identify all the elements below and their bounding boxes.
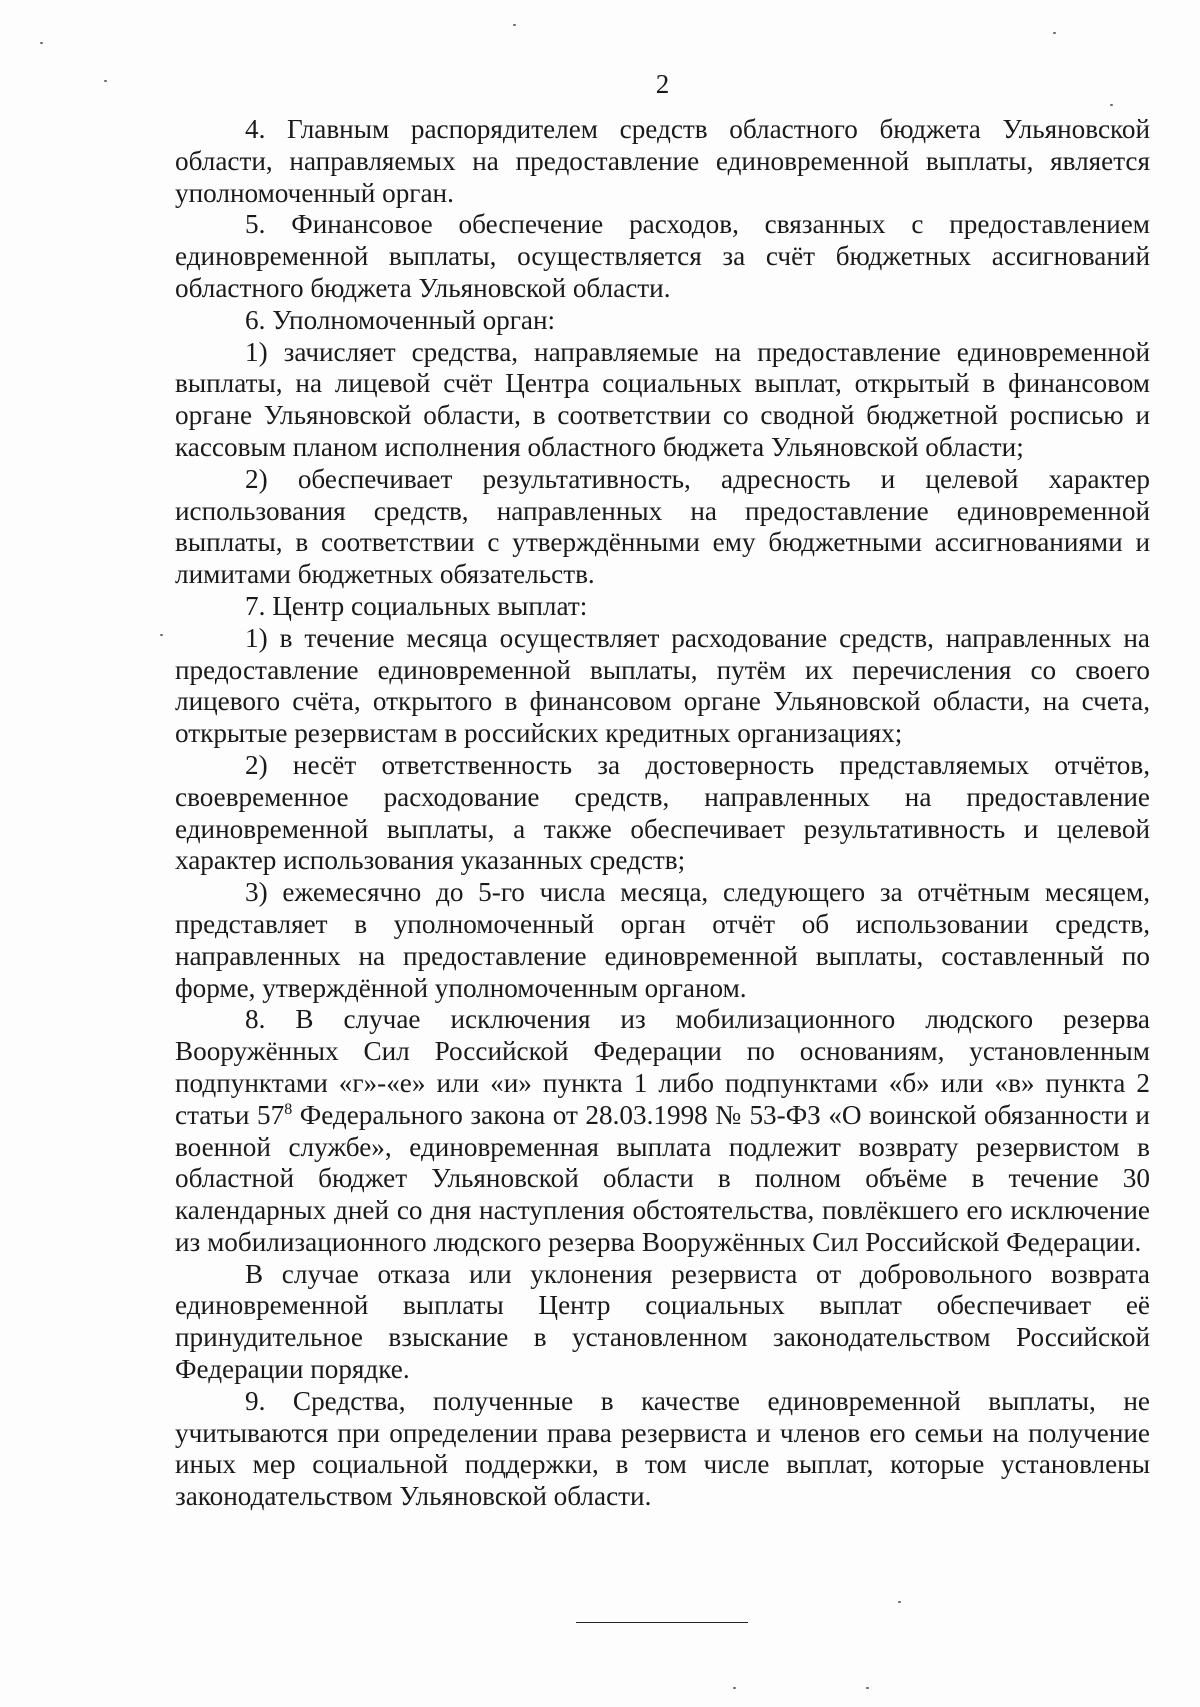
scan-speck xyxy=(898,1601,901,1603)
paragraph-4: 4. Главным распорядителем средств областного бюджета Ульяновской области, направляемых на предоставление единовременной выплаты, является уполномоченный орган. xyxy=(175,114,1150,208)
scan-speck xyxy=(733,1687,736,1689)
scan-speck xyxy=(513,24,516,26)
document-body xyxy=(175,114,1150,1513)
scan-speck xyxy=(1053,32,1056,34)
page-number: 2 xyxy=(655,69,670,99)
scan-speck xyxy=(104,80,107,82)
scan-speck xyxy=(160,634,163,636)
paragraph-5: 5. Финансовое обеспечение расходов, связанных с предоставлением единовременной выплаты, осуществляется за счёт бюджетных ассигнований областного бюджета Ульяновской области. xyxy=(175,209,1150,303)
paragraph-7: 7. Центр социальных выплат: xyxy=(245,590,588,621)
paragraph-8-text-start: 8. В случае исключения из мобилизационного людского резерва Вооружённых Сил Российской Федерации по основаниям, установленным подпунктами «г»-«е» или «и» пункта 1 либо подпунктами «б» или «в» пункта 2 статьи 57 xyxy=(175,1004,1150,1130)
paragraph-6-item-2: 2) обеспечивает результативность, адресность и целевой характер использования средств, направленных на предоставление единовременной выплаты, в соответствии с утверждёнными ему бюджетными ассигнованиями и лимитами бюджетных обязательств. xyxy=(175,463,1150,590)
end-of-text-rule xyxy=(576,1622,748,1623)
paragraph-8-continuation: В случае отказа или уклонения резервиста от добровольного возврата единовременной выплаты Центр социальных выплат обеспечивает её принудительное взыскание в установленном законодательством Российской Федерации порядке. xyxy=(175,1258,1150,1385)
paragraph-7-item-1: 1) в течение месяца осуществляет расходование средств, направленных на предоставление единовременной выплаты, путём их перечисления со своего лицевого счёта, открытого в финансовом органе Ульяновской области, на счета, открытые резервистам в российских кредитных организациях; xyxy=(175,622,1150,749)
scan-speck xyxy=(1110,104,1113,106)
article-superscript: 8 xyxy=(284,1100,293,1118)
paragraph-7-item-3: 3) ежемесячно до 5-го числа месяца, следующего за отчётным месяцем, представляет в уполномоченный орган отчёт об использовании средств, направленных на предоставление единовременной выплаты, составленный по форме, утверждённой уполномоченным органом. xyxy=(175,877,1150,1003)
scan-speck xyxy=(866,1687,869,1689)
scan-speck xyxy=(40,42,43,44)
paragraph-7-item-2: 2) несёт ответственность за достоверность представляемых отчётов, своевременное расходование средств, направленных на предоставление единовременной выплаты, а также обеспечивает результативность и целевой характер использования указанных средств; xyxy=(175,749,1150,876)
paragraph-8 xyxy=(175,1004,1150,1258)
paragraph-6-item-1: 1) зачисляет средства, направляемые на предоставление единовременной выплаты, на лицевой счёт Центра социальных выплат, открытый в финансовом органе Ульяновской области, в соответствии со сводной бюджетной росписью и кассовым планом исполнения областного бюджета Ульяновской области; xyxy=(175,336,1150,462)
paragraph-8-text-end: Федерального закона от 28.03.1998 № 53-ФЗ «О воинской обязанности и военной службе», единовременная выплата подлежит возврату резервистом в областной бюджет Ульяновской области в полном объёме в течение 30 календарных дней со дня наступления обстоятельства, повлёкшего его исключение из мобилизационного людского резерва Вооружённых Сил Российской Федерации. xyxy=(175,1099,1150,1257)
paragraph-6: 6. Уполномоченный орган: xyxy=(245,304,556,335)
paragraph-9: 9. Средства, полученные в качестве единовременной выплаты, не учитываются при определении права резервиста и членов его семьи на получение иных мер социальной поддержки, в том числе выплат, которые установлены законодательством Ульяновской области. xyxy=(175,1385,1150,1512)
